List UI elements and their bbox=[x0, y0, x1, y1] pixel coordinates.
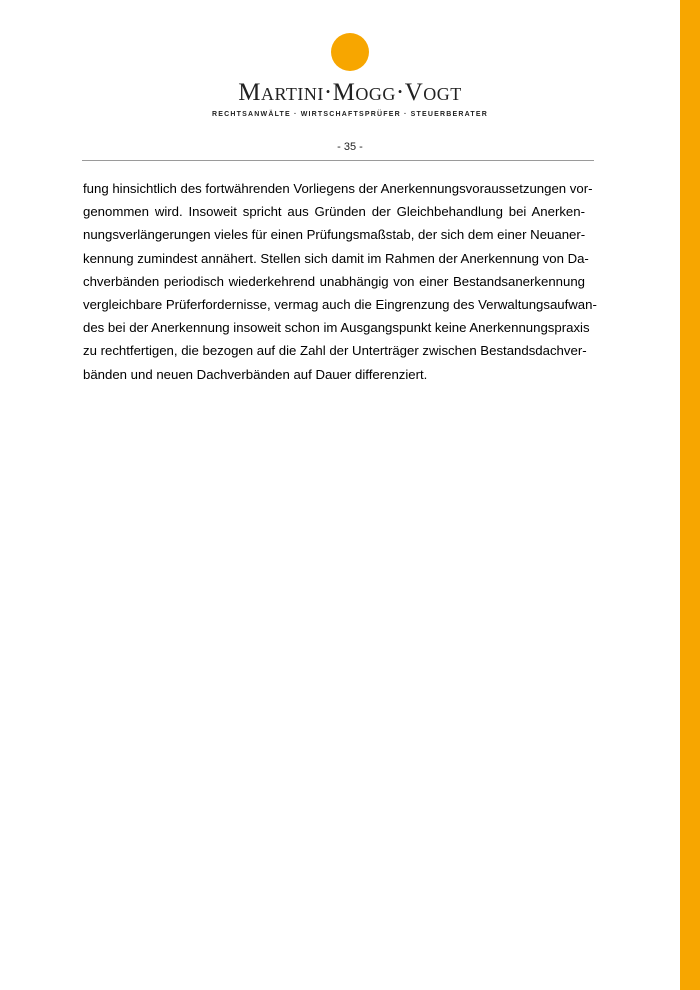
text-line: fung hinsichtlich des fortwährenden Vorliegens der Anerkennungsvoraussetzungen vor- bbox=[83, 181, 593, 196]
header-divider bbox=[82, 160, 594, 161]
logo-circle bbox=[331, 33, 369, 71]
text-line: zu rechtfertigen, die bezogen auf die Zahl der Unterträger zwischen Bestandsdachver- bbox=[83, 343, 587, 359]
text-line: nungsverlängerungen vieles für einen Prüfungsmaßstab, der sich dem einer Neuaner- bbox=[83, 227, 586, 243]
brand-name: Martini·Mogg·Vogt bbox=[238, 79, 462, 106]
page-number: - 35 - bbox=[337, 141, 363, 153]
text-line: chverbänden periodisch wiederkehrend unabhängig von einer Bestandsanerkennung bbox=[83, 273, 585, 289]
text-line: genommen wird. Insoweit spricht aus Gründen der Gleichbehandlung bei Anerken- bbox=[83, 204, 585, 220]
brand-tagline: RECHTSANWÄLTE · WIRTSCHAFTSPRÜFER · STEUERBERATER bbox=[212, 111, 488, 118]
text-line: vergleichbare Prüferfordernisse, vermag auch die Eingrenzung des Verwaltungsaufwan- bbox=[83, 296, 597, 312]
body-paragraph bbox=[83, 177, 597, 386]
text-line: des bei der Anerkennung insoweit schon im Ausgangspunkt keine Anerkennungspraxis bbox=[83, 320, 590, 336]
text-line: kennung zumindest annähert. Stellen sich damit im Rahmen der Anerkennung von Da- bbox=[83, 250, 589, 266]
text-line: bänden und neuen Dachverbänden auf Dauer differenziert. bbox=[83, 366, 428, 382]
